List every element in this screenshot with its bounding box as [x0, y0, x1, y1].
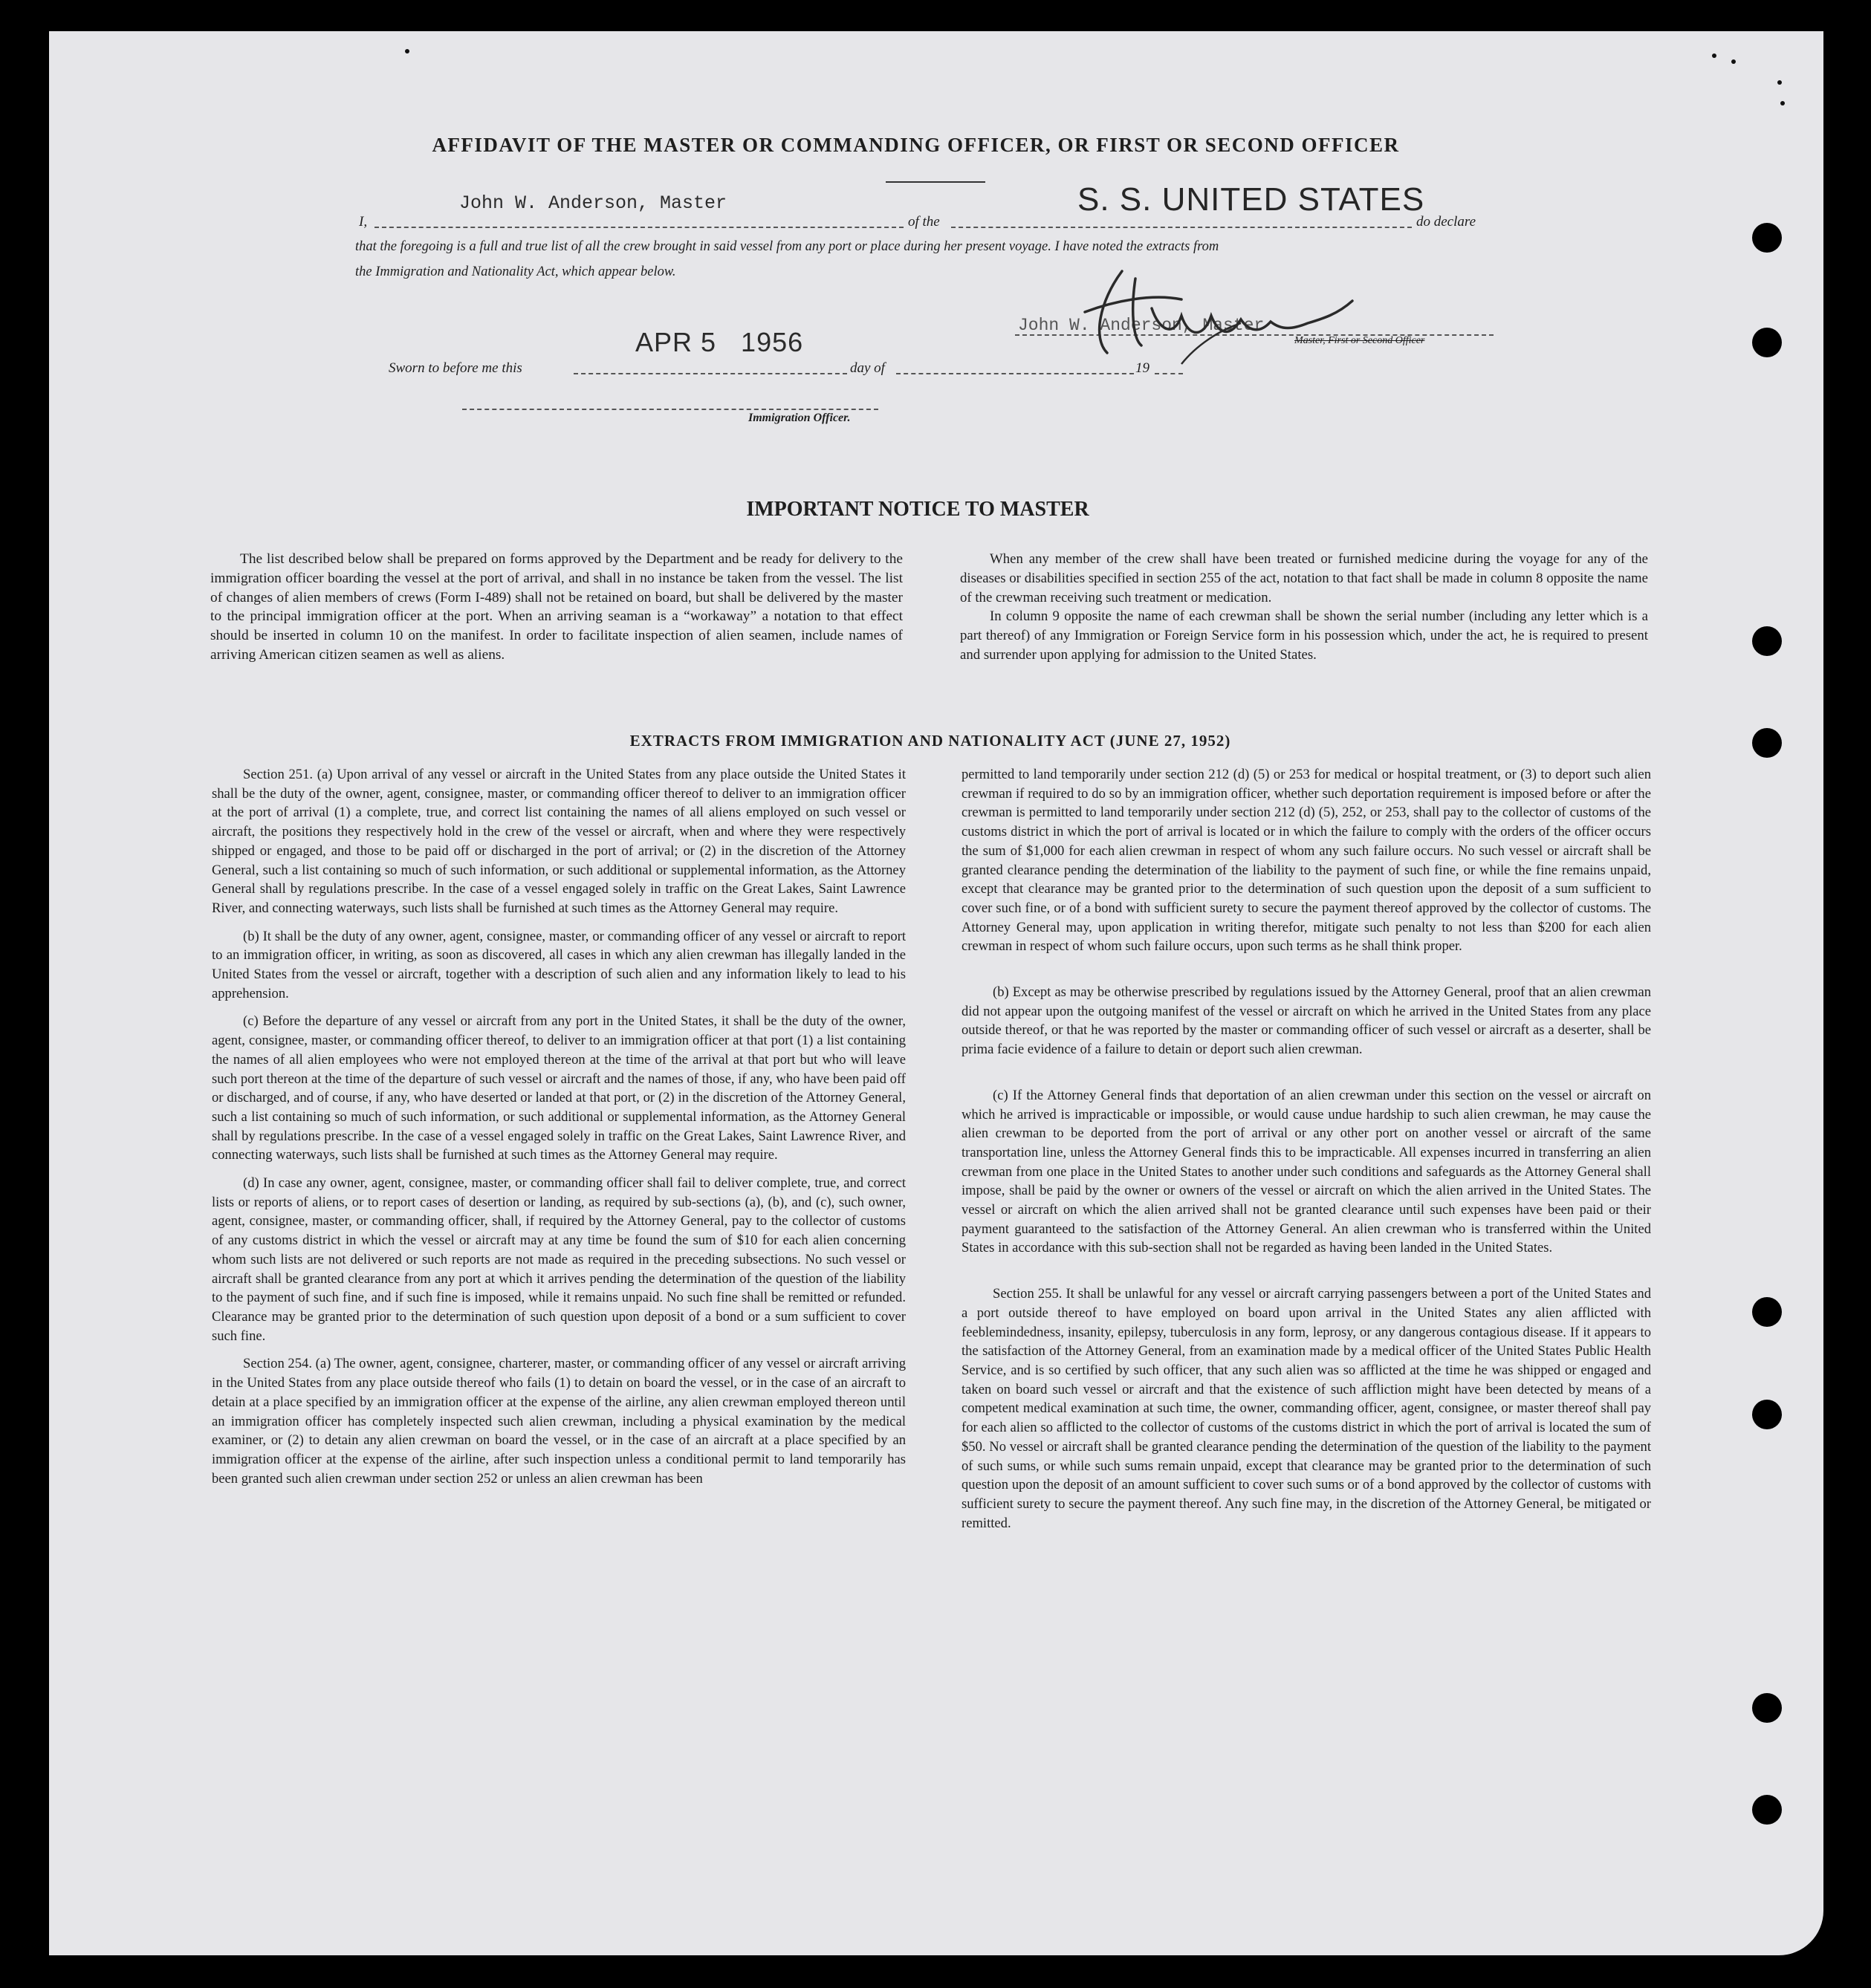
section-254-a: Section 254. (a) The owner, agent, consignee, charterer, master, or commanding officer of any vessel or aircraft arriving in the United States from any place outside thereof who fails (1) to detain on board the vessel, or in the case of an aircraft to detain at a place specified by an immigration officer at the expense of the airline, any alien crewman employed thereon until an immigration officer has completely inspected such alien crewman, including a physical examination by the medical examiner, or (2) to detain any alien crewman on board the vessel, or in the case of an aircraft at a place specified by an immigration officer at the expense of the airline, after such inspection unless a conditional permit to land temporarily has been granted such alien crewman under section 252 or unless an alien crewman has been: [212, 1356, 906, 1487]
notice-right-paragraph-2: In column 9 opposite the name of each crewman shall be shown the serial number (including any letter which is a part thereof) of any Immigration or Foreign Service form in his possession which, under the act, he is required to present and surrender upon applying for admission to the United States.: [960, 608, 1648, 663]
of-the-label: of the: [908, 214, 940, 230]
section-251-c: (c) Before the departure of any vessel or aircraft from any port in the United States, it shall be the duty of the owner, agent, consignee, master, or commanding officer thereof, to deliver to an immigration officer at that port (1) a list containing the names of all alien employees who were not employed thereon at the time of the arrival at that port but who will leave such port thereon at the time of the departure of such vessel or aircraft and the names of those, if any, who have been paid off or discharged, and of course, if any, who have deserted or landed at that port, or (2) in the discretion of the Attorney General, such a list containing so much of such information, or such additional or supplemental information, as the Attorney General shall by regulations prescribe. In the case of a vessel engaged solely in traffic on the Great Lakes, Saint Lawrence River, and connecting waterways, such lists shall be furnished at such times as the Attorney General may require.: [212, 1013, 906, 1163]
sworn-label: Sworn to before me this: [389, 360, 522, 376]
declarant-typed: John W. Anderson, Master: [459, 192, 727, 214]
extracts-right-column: [962, 765, 1651, 1533]
extracts-title: EXTRACTS FROM IMMIGRATION AND NATIONALITY ACT (JUNE 27, 1952): [629, 732, 1231, 750]
section-251-b: (b) It shall be the duty of any owner, agent, consignee, master, or commanding officer of any vessel or aircraft to report to an immigration officer, in writing, as soon as discovered, all cases in which any alien crewman has illegally landed in the United States from the vessel or aircraft, together with a description of such alien and any information likely to lead to his apprehension.: [212, 928, 906, 1001]
day-of-label: day of: [850, 360, 885, 376]
officer-caption: Immigration Officer.: [748, 412, 851, 424]
extracts-left-column: [212, 765, 906, 1488]
scan-speck: [1777, 80, 1782, 85]
notice-left-paragraph: The list described below shall be prepared on forms approved by the Department and be ready for delivery to the immigration officer boarding the vessel at the port of arrival, and shall in no instance be taken from the vessel. The list of changes of alien members of crews (Form I-489) shall not be retained on board, but shall be delivered by the master to the principal immigration officer at the port. When an arriving seaman is a “workaway” a notation to that effect should be inserted in column 10 on the manifest. In order to facilitate inspection of alien seamen, include names of arriving American citizen seamen as well as aliens.: [210, 551, 903, 663]
signature-caption: Master, First or Second Officer: [1294, 335, 1425, 346]
scan-speck: [1780, 101, 1785, 105]
section-254-a-continued: permitted to land temporarily under section 212 (d) (5) or 253 for medical or hospital treatment, or (3) to deport such alien crewman if required to do so by an immigration officer, whether such deportation requirement is imposed before or after the crewman is permitted to land temporarily under section 212 (d) (5), 252, or 253, shall pay to the collector of customs of the customs district in which the port of arrival is located or in which the failure to comply with the orders of the officer occurs the sum of $1,000 for each alien crewman in respect of whom any such failure occurs. No such vessel or aircraft shall be granted clearance pending the determination of the liability to the payment of such fine, or while the fine remains unpaid, except that clearance may be granted prior to the determination of such question upon the deposit of a sum sufficient to cover such fine, or of a bond with sufficient surety to secure the payment thereof approved by the collector of customs. The Attorney General may, upon application in writing therefor, mitigate such penalty to not less than $200 for each alien crewman in respect of whom such failure occurs, upon such terms as he shall think proper.: [962, 767, 1651, 955]
punch-hole: [1752, 223, 1782, 253]
i-label: I,: [359, 214, 368, 230]
notice-left-column: [210, 550, 903, 665]
punch-hole: [1752, 1400, 1782, 1429]
officer-line: [462, 409, 878, 410]
title-rule: [886, 181, 985, 183]
scan-speck: [1731, 59, 1736, 64]
section-255: Section 255. It shall be unlawful for any vessel or aircraft carrying passengers between a port of the United States and a port outside thereof to have employed on board upon arrival in the United States any alien afflicted with feeblemindedness, insanity, epilepsy, tuberculosis in any form, leprosy, or any dangerous contagious disease. If it appears to the satisfaction of the Attorney General, from an examination made by a medical officer of the United States Public Health Service, and is so certified by such officer, that any such alien was so afflicted at the time he was shipped or engaged and taken on board such vessel or aircraft and that the existence of such affliction might have been detected by means of a competent medical examination at such time, the owner, commanding officer, agent, consignee, or master thereof shall pay for each alien so afflicted to the collector of customs of the customs district in which the port of arrival is located the sum of $50. No vessel or aircraft shall be granted clearance pending the determination of the question of the liability to the payment of such sums, or while such sums remain unpaid, except that clearance may be granted prior to the determination of such question upon the deposit of an amount sufficient to cover such sums or of a bond approved by the collector of customs with sufficient surety to secure the payment thereof. Any such fine may, in the discretion of the Attorney General, be mitigated or remitted.: [962, 1286, 1651, 1531]
section-254-c: (c) If the Attorney General finds that deportation of an alien crewman under this section on the vessel or aircraft on which he arrived is impracticable or impossible, or would cause undue hardship to such alien crewman, he may cause the alien crewman to be deported from the port of arrival or any other port on another vessel or aircraft of the same transportation line, unless the Attorney General finds this to be impracticable. All expenses incurred in transferring an alien crewman from one place in the United States to another under such conditions and safeguards as the Attorney General shall impose, shall be paid by the owner or owners of the vessel or aircraft on which the alien arrived in the United States. The vessel or aircraft on which the alien arrived shall not be granted clearance until such expenses have been paid or their payment guaranteed to the satisfaction of the Attorney General. An alien crewman who is transferred within the United States in accordance with this sub-section shall not be regarded as having been landed in the United States.: [962, 1087, 1651, 1256]
declaration-line-1: that the foregoing is a full and true list of all the crew brought in said vessel from any port or place during her present voyage. I have noted the extracts from: [355, 239, 1219, 254]
section-251-d: (d) In case any owner, agent, consignee, master, or commanding officer shall fail to deliver complete, true, and correct lists or reports of aliens, or to report cases of desertion or landing, as required by sub-sections (a), (b), and (c), such owner, agent, consignee, master, or commanding officer, shall, if required by the Attorney General, pay to the collector of customs of any customs district in which the vessel or aircraft may at any time be found the sum of $10 for each alien concerning whom such lists are not delivered or such reports are not made as required in the preceding subsections. No such vessel or aircraft shall be granted clearance from any port at which it arrives pending the determination of the question of the liability to the payment of such fine, and if such fine is imposed, while it remains unpaid. No such fine shall be remitted or refunded. Clearance may be granted prior to the determination of such question upon deposit of a bond or a sum sufficient to cover such fine.: [212, 1175, 906, 1344]
notice-title: IMPORTANT NOTICE TO MASTER: [746, 498, 1089, 521]
punch-hole: [1752, 1795, 1782, 1825]
notice-right-column: [960, 550, 1648, 665]
handwritten-signature: [1070, 256, 1382, 383]
year-line: [1155, 373, 1183, 374]
punch-hole: [1752, 626, 1782, 656]
date-stamp: APR 5 1956: [635, 327, 804, 357]
scan-speck: [405, 49, 409, 53]
declaration-line-2: the Immigration and Nationality Act, which appear below.: [355, 264, 676, 279]
year-label: 19: [1135, 360, 1149, 376]
punch-hole: [1752, 328, 1782, 357]
sworn-day-line: [574, 373, 847, 374]
vessel-stamp: S. S. UNITED STATES: [1077, 181, 1425, 218]
notice-right-paragraph-1: When any member of the crew shall have been treated or furnished medicine during the voyage for any of the diseases or disabilities specified in section 255 of the act, notation to that fact shall be made in column 8 opposite the name of the crewman receiving such treatment or medication.: [960, 551, 1648, 605]
signature-typed: John W. Anderson, Master: [1018, 316, 1265, 335]
declarant-line: [374, 227, 904, 228]
punch-hole: [1752, 1693, 1782, 1723]
section-254-b: (b) Except as may be otherwise prescribed by regulations issued by the Attorney General, proof that an alien crewman did not appear upon the outgoing manifest of the vessel or aircraft on which he arrived in the United States from any place outside thereof, or that he was reported by the master or commanding officer of such vessel or aircraft as a deserter, shall be prima facie evidence of a failure to detain or deport such alien crewman.: [962, 984, 1651, 1058]
section-251-a: Section 251. (a) Upon arrival of any vessel or aircraft in the United States from any place outside the United States it shall be the duty of the owner, agent, consignee, master, or commanding officer thereof to deliver to an immigration officer at the port of arrival (1) a complete, true, and correct list containing the names of all aliens employed on such vessel or aircraft, the positions they respectively hold in the crew of the vessel or aircraft, when and where they were respectively shipped or engaged, and those to be paid off or discharged in the port of arrival; or (2) in the discretion of the Attorney General, such a list containing so much of such information, or such additional or supplemental information, as the Attorney General shall by regulations prescribe. In the case of a vessel engaged solely in traffic on the Great Lakes, Saint Lawrence River, and connecting waterways, such lists shall be furnished at such times as the Attorney General may require.: [212, 767, 906, 916]
punch-hole: [1752, 1297, 1782, 1327]
vessel-line: [951, 227, 1412, 228]
affidavit-title: AFFIDAVIT OF THE MASTER OR COMMANDING OFFICER, OR FIRST OR SECOND OFFICER: [432, 134, 1400, 156]
sworn-month-line: [896, 373, 1134, 374]
do-declare-label: do declare: [1416, 214, 1476, 230]
scan-speck: [1712, 53, 1716, 58]
